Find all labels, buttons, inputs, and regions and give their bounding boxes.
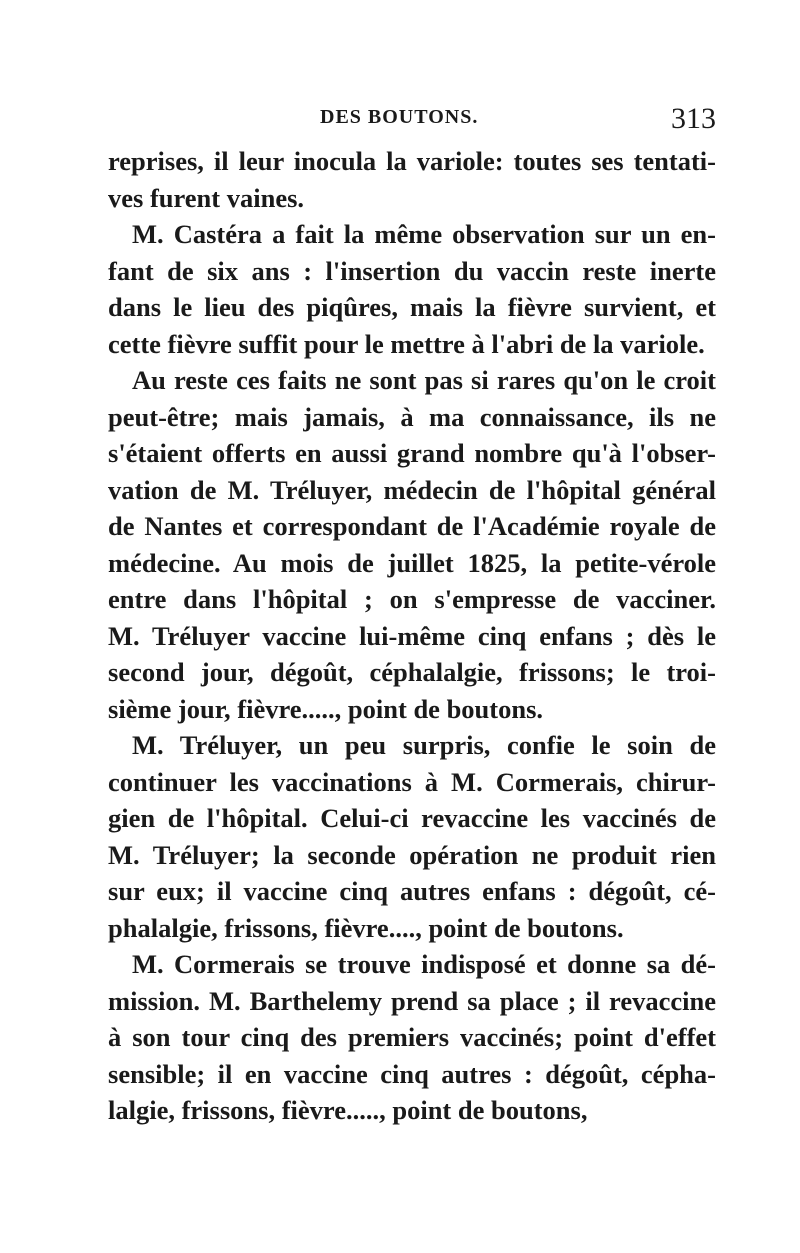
text-line: vation de M. Tréluyer, médecin de l'hôpital général (108, 474, 716, 505)
text-line: gien de l'hôpital. Celui-ci revaccine les vaccinés de (108, 803, 716, 833)
text-line: fant de six ans : l'insertion du vaccin reste inerte (108, 255, 716, 286)
text-line: second jour, dégoût, céphalalgie, frissons; le troi- (108, 657, 716, 687)
text-line: phalalgie, frissons, fièvre...., point de boutons. (108, 912, 624, 943)
text-line: continuer les vaccinations à M. Cormerais, chirur- (108, 766, 716, 797)
body-text (108, 143, 716, 1129)
text-line: sur eux; il vaccine cinq autres enfans : dégoût, cé- (108, 876, 716, 906)
page-number: 313 (671, 102, 716, 135)
text-line: entre dans l'hôpital ; on s'empresse de vacciner. (108, 584, 716, 614)
running-head (108, 102, 716, 138)
text-line: lalgie, frissons, fièvre....., point de boutons, (108, 1095, 588, 1125)
text-line: reprises, il leur inocula la variole: toutes ses tentati- (108, 146, 716, 176)
text-line: peut-être; mais jamais, à ma connaissance, ils ne (108, 401, 716, 432)
text-line: s'étaient offerts en aussi grand nombre qu'à l'obser- (108, 438, 716, 468)
text-line: dans le lieu des piqûres, mais la fièvre survient, et (108, 292, 716, 322)
text-line: médecine. Au mois de juillet 1825, la petite-vérole (108, 547, 716, 578)
text-line: M. Tréluyer vaccine lui-même cinq enfans ; dès le (108, 620, 716, 651)
text-line: Au reste ces faits ne sont pas si rares qu'on le croit (132, 365, 716, 395)
running-head-title: DES BOUTONS. (320, 106, 479, 128)
text-line: M. Tréluyer; la seconde opération ne produit rien (108, 839, 716, 870)
text-line: M. Castéra a fait la même observation sur un en- (132, 219, 716, 249)
text-line: à son tour cinq des premiers vaccinés; point d'effet (108, 1022, 716, 1052)
text-line: sensible; il en vaccine cinq autres : dégoût, cépha- (108, 1058, 716, 1089)
text-line: sième jour, fièvre....., point de boutons. (108, 693, 544, 724)
text-line: cette fièvre suffit pour le mettre à l'abri de la variole. (108, 328, 705, 359)
text-line: de Nantes et correspondant de l'Académie royale de (108, 511, 716, 541)
text-line: M. Tréluyer, un peu surpris, confie le soin de (132, 730, 716, 760)
text-line: mission. M. Barthelemy prend sa place ; il revaccine (108, 985, 716, 1016)
text-line: ves furent vaines. (108, 182, 305, 213)
text-line: M. Cormerais se trouve indisposé et donne sa dé- (132, 949, 716, 979)
